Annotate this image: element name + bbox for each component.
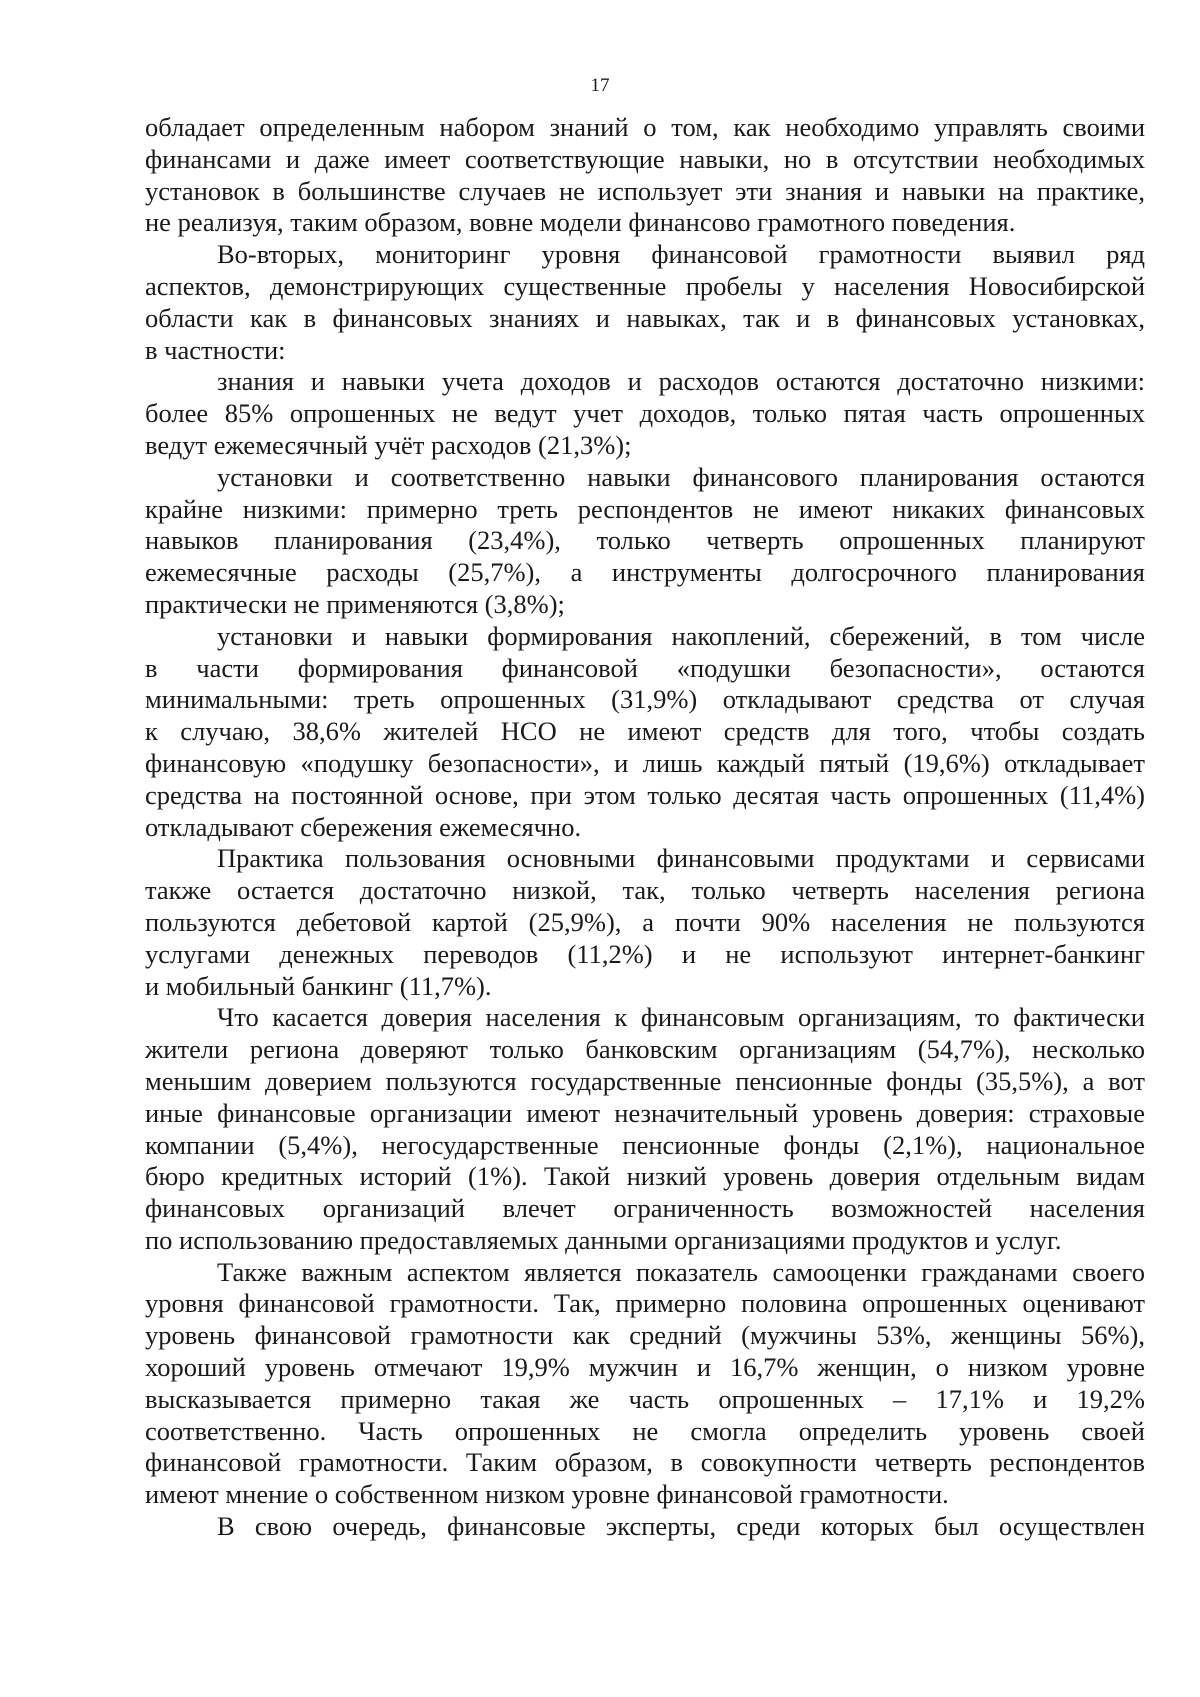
- text-line: финансовых организаций влечет ограниченность возможностей населения: [145, 1193, 1145, 1224]
- page-number: 17: [590, 75, 610, 96]
- text-line: уровня финансовой грамотности. Так, примерно половина опрошенных оценивают: [145, 1288, 1145, 1319]
- paragraph-4: [145, 462, 1145, 621]
- text-line: компании (5,4%), негосударственные пенсионные фонды (2,1%), национальное: [145, 1129, 1145, 1160]
- text-line: минимальными: треть опрошенных (31,9%) откладывают средства от случая: [145, 684, 1145, 715]
- text-line: аспектов, демонстрирующих существенные пробелы у населения Новосибирской: [145, 270, 1145, 301]
- text-line: в частности:: [145, 334, 286, 365]
- text-line: по использованию предоставляемых данными организациями продуктов и услуг.: [145, 1224, 1062, 1255]
- text-line: крайне низкими: примерно треть респондентов не имеют никаких финансовых: [145, 493, 1145, 524]
- text-line: меньшим доверием пользуются государственные пенсионные фонды (35,5%), а вот: [145, 1065, 1145, 1096]
- text-line: средства на постоянной основе, при этом только десятая часть опрошенных (11,4%): [145, 779, 1145, 810]
- paragraph-7: [145, 1002, 1145, 1256]
- text-line: высказывается примерно такая же часть опрошенных – 17,1% и 19,2%: [145, 1383, 1145, 1414]
- text-line: имеют мнение о собственном низком уровне финансовой грамотности.: [145, 1479, 949, 1510]
- text-line: соответственно. Часть опрошенных не смогла определить уровень своей: [145, 1415, 1145, 1446]
- text-line: Что касается доверия населения к финансовым организациям, то фактически: [217, 1002, 1145, 1033]
- text-line: также остается достаточно низкой, так, только четверть населения региона: [145, 875, 1145, 906]
- text-line: жители региона доверяют только банковским организациям (54,7%), несколько: [145, 1034, 1145, 1065]
- text-line: и мобильный банкинг (11,7%).: [145, 970, 492, 1001]
- paragraph-8: [145, 1257, 1145, 1511]
- paragraph-6: [145, 843, 1145, 1002]
- text-line: финансовой грамотности. Таким образом, в совокупности четверть респондентов: [145, 1447, 1145, 1478]
- paragraph-9: [145, 1511, 1145, 1543]
- text-line: более 85% опрошенных не ведут учет доходов, только пятая часть опрошенных: [145, 398, 1145, 429]
- text-line: Во-вторых, мониторинг уровня финансовой грамотности выявил ряд: [217, 239, 1145, 270]
- text-line: установок в большинстве случаев не использует эти знания и навыки на практике,: [145, 175, 1145, 206]
- text-line: пользуются дебетовой картой (25,9%), а почти 90% населения не пользуются: [145, 906, 1145, 937]
- text-line: ведут ежемесячный учёт расходов (21,3%);: [145, 429, 632, 460]
- text-line: в части формирования финансовой «подушки безопасности», остаются: [145, 652, 1145, 683]
- text-line: хороший уровень отмечают 19,9% мужчин и 16,7% женщин, о низком уровне: [145, 1352, 1145, 1383]
- text-line: области как в финансовых знаниях и навыках, так и в финансовых установках,: [145, 302, 1145, 333]
- text-line: В свою очередь, финансовые эксперты, среди которых был осуществлен: [217, 1511, 1145, 1542]
- text-line: к случаю, 38,6% жителей НСО не имеют средств для того, чтобы создать: [145, 716, 1145, 747]
- text-line: установки и соответственно навыки финансового планирования остаются: [217, 461, 1145, 492]
- text-line: Практика пользования основными финансовыми продуктами и сервисами: [217, 843, 1145, 874]
- paragraph-1: [145, 112, 1145, 239]
- text-line: Также важным аспектом является показатель самооценки гражданами своего: [217, 1256, 1145, 1287]
- paragraph-5: [145, 621, 1145, 844]
- text-line: практически не применяются (3,8%);: [145, 588, 565, 619]
- text-line: иные финансовые организации имеют незначительный уровень доверия: страховые: [145, 1097, 1145, 1128]
- text-line: услугами денежных переводов (11,2%) и не используют интернет-банкинг: [145, 938, 1145, 969]
- paragraph-3: [145, 366, 1145, 461]
- text-line: финансами и даже имеет соответствующие навыки, но в отсутствии необходимых: [145, 143, 1145, 174]
- text-line: ежемесячные расходы (25,7%), а инструменты долгосрочного планирования: [145, 557, 1145, 588]
- text-line: знания и навыки учета доходов и расходов остаются достаточно низкими:: [217, 366, 1145, 397]
- text-line: финансовую «подушку безопасности», и лишь каждый пятый (19,6%) откладывает: [145, 747, 1145, 778]
- text-line: навыков планирования (23,4%), только четверть опрошенных планируют: [145, 525, 1145, 556]
- text-line: установки и навыки формирования накоплений, сбережений, в том числе: [217, 620, 1145, 651]
- text-line: бюро кредитных историй (1%). Такой низкий уровень доверия отдельным видам: [145, 1161, 1145, 1192]
- text-line: откладывают сбережения ежемесячно.: [145, 811, 582, 842]
- text-line: обладает определенным набором знаний о том, как необходимо управлять своими: [145, 112, 1145, 142]
- text-line: не реализуя, таким образом, вовне модели финансово грамотного поведения.: [145, 207, 1016, 238]
- paragraph-2: [145, 239, 1145, 366]
- text-line: уровень финансовой грамотности как средний (мужчины 53%, женщины 56%),: [145, 1320, 1145, 1351]
- document-body: [145, 112, 1145, 1543]
